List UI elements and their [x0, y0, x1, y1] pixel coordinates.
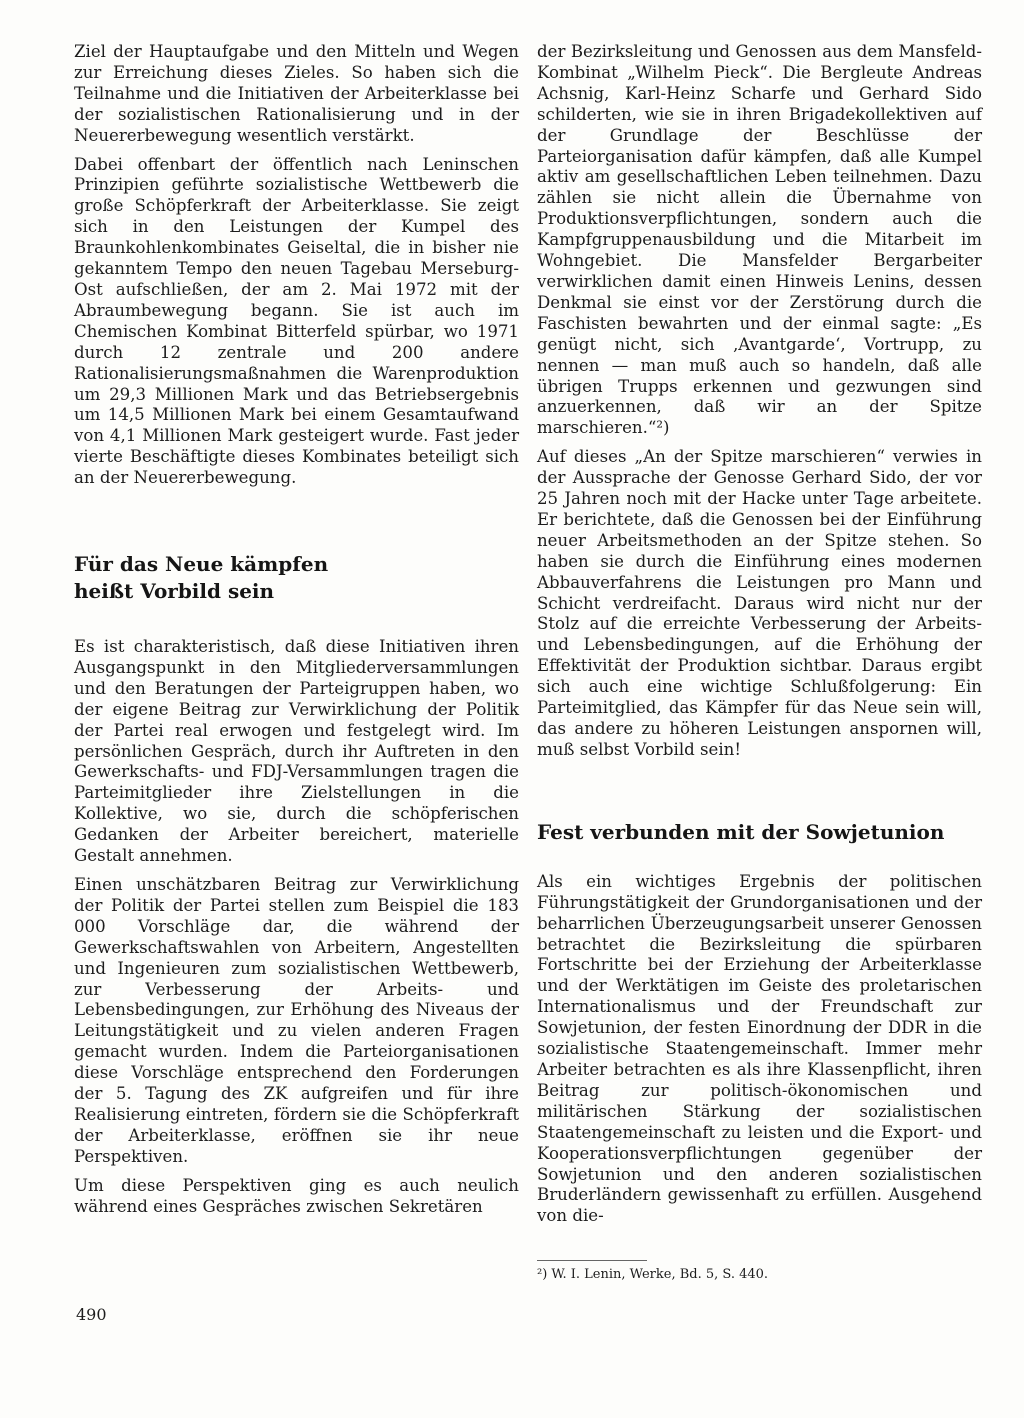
- right-column: [537, 42, 982, 1227]
- paragraph: der Bezirksleitung und Genossen aus dem Mansfeld-Kombinat „Wilhelm Pieck“. Die Bergleute Andreas Achsnig, Karl-Heinz Scharfe und Gerhard Sido schilderten, wie sie in ihren Brigadekollektiven auf der Grundlage der Beschlüsse der Parteiorganisation dafür kämpfen, daß alle Kumpel aktiv am gesellschaftlichen Leben teilnehmen. Dazu zählen sie nicht allein die Übernahme von Produktionsverpflichtungen, sondern auch die Kampfgruppenausbildung und die Mitarbeit im Wohngebiet. Die Mansfelder Bergarbeiter verwirklichen damit einen Hinweis Lenins, dessen Denkmal sie einst vor der Zerstörung durch die Faschisten bewahrten und der einmal sagte: „Es genügt nicht, sich ‚Avantgarde‘, Vortrupp, zu nennen — man muß auch so handeln, daß alle übrigen Trupps erkennen und gezwungen sind anzuerkennen, daß wir an der Spitze marschieren.“²): [537, 42, 982, 438]
- section-heading: [74, 551, 519, 605]
- heading-line: Für das Neue kämpfen: [74, 552, 329, 577]
- section-heading: Fest verbunden mit der Sowjetunion: [537, 819, 945, 844]
- paragraph: Um diese Perspektiven ging es auch neulich während eines Gespräches zwischen Sekretären: [74, 1175, 519, 1216]
- paragraph: Als ein wichtiges Ergebnis der politischen Führungstätigkeit der Grundorganisationen und der beharrlichen Überzeugungsarbeit unserer Genossen betrachtet die Bezirksleitung die spürbaren Fortschritte bei der Erziehung der Arbeiterklasse und der Werktätigen im Geiste des proletarischen Internationalismus und der Freundschaft zur Sowjetunion, der festen Einordnung der DDR in die sozialistische Staatengemeinschaft. Immer mehr Arbeiter betrachten es als ihre Klassenpflicht, ihren Beitrag zur politisch-ökonomischen und militärischen Stärkung der sozialistischen Staatengemeinschaft zu leisten und die Export- und Kooperationsverpflichtungen gegenüber der Sowjetunion und den anderen sozialistischen Bruderländern gewissenhaft zu erfüllen. Ausgehend von die-: [537, 871, 982, 1226]
- paragraph: Es ist charakteristisch, daß diese Initiativen ihren Ausgangspunkt in den Mitgliederversammlungen und den Beratungen der Parteigruppen haben, wo der eigene Beitrag zur Verwirklichung der Politik der Partei real erwogen und festgelegt wird. Im persönlichen Gespräch, durch ihr Auftreten in den Gewerkschafts- und FDJ-Versammlungen tragen die Parteimitglieder ihre Zielstellungen in die Kollektive, wo sie, durch die schöpferischen Gedanken der Arbeiter bereichert, materielle Gestalt annehmen.: [74, 637, 519, 866]
- paragraph: Ziel der Hauptaufgabe und den Mitteln und Wegen zur Erreichung dieses Zieles. So haben sich die Teilnahme und die Initiativen der Arbeiterklasse bei der sozialistischen Rationalisierung und in der Neuererbewegung wesentlich verstärkt.: [74, 42, 519, 145]
- page-number: 490: [76, 1305, 107, 1324]
- paragraph: Dabei offenbart der öffentlich nach Leninschen Prinzipien geführte sozialistische Wettbewerb die große Schöpferkraft der Arbeiterklasse. Sie zeigt sich in den Leistungen der Kumpel des Braunkohlenkombinates Geiseltal, die in bisher nie gekanntem Tempo den neuen Tagebau Merseburg-Ost aufschließen, der am 2. Mai 1972 mit der Abraumbewegung begann. Sie ist auch im Chemischen Kombinat Bitterfeld spürbar, wo 1971 durch 12 zentrale und 200 andere Rationalisierungsmaßnahmen die Warenproduktion um 29,3 Millionen Mark und das Betriebsergebnis um 14,5 Millionen Mark bei einem Gesamtaufwand von 4,1 Millionen Mark gesteigert wurde. Fast jeder vierte Beschäftigte dieses Kombinates beteiligt sich an der Neuererbewegung.: [74, 154, 519, 488]
- paragraph: Auf dieses „An der Spitze marschieren“ verwies in der Aussprache der Genosse Gerhard Sido, der vor 25 Jahren noch mit der Hacke unter Tage arbeitete. Er berichtete, daß die Genossen bei der Einführung neuer Arbeitsmethoden an der Spitze stehen. So haben sie durch die Einführung eines modernen Abbauverfahrens die Leistungen pro Mann und Schicht verdreifacht. Daraus wird nicht nur der Stolz auf die erreichte Verbesserung der Arbeits- und Lebensbedingungen, auf die Erhöhung der Effektivität der Produktion sichtbar. Daraus ergibt sich auch eine wichtige Schlußfolgerung: Ein Parteimitglied, das Kämpfer für das Neue sein will, das andere zu höheren Leistungen anspornen will, muß selbst Vorbild sein!: [537, 447, 982, 759]
- heading-line: heißt Vorbild sein: [74, 579, 275, 604]
- footnote: ²) W. I. Lenin, Werke, Bd. 5, S. 440.: [537, 1267, 769, 1282]
- footnote-divider: [537, 1260, 647, 1261]
- paragraph: Einen unschätzbaren Beitrag zur Verwirklichung der Politik der Partei stellen zum Beispiel die 183 000 Vorschläge dar, die während der Gewerkschaftswahlen von Arbeitern, Angestellten und Ingenieuren zum sozialistischen Wettbewerb, zur Verbesserung der Arbeits- und Lebensbedingungen, zur Erhöhung des Niveaus der Leitungstätigkeit und zu vielen anderen Fragen gemacht wurden. Indem die Parteiorganisationen diese Vorschläge entsprechend den Forderungen der 5. Tagung des ZK aufgreifen und für ihre Realisierung eintreten, fördern sie die Schöpferkraft der Arbeiterklasse, eröffnen sie ihr neue Perspektiven.: [74, 875, 519, 1166]
- left-column: [74, 42, 519, 1218]
